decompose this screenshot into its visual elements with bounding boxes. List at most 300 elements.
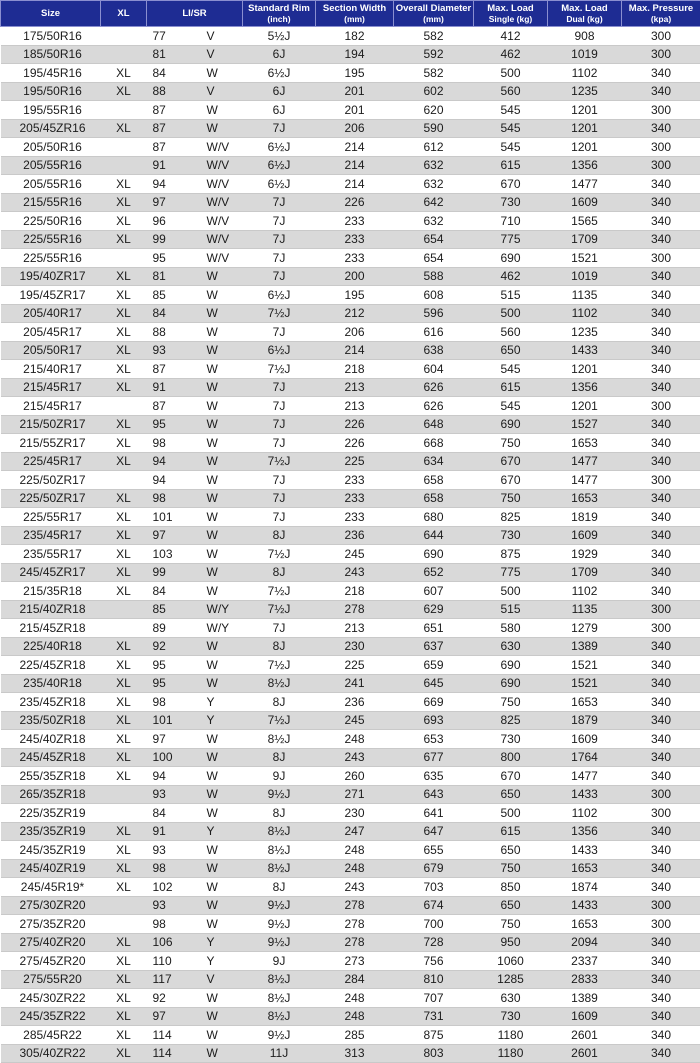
pressure-cell: 300: [622, 896, 700, 915]
table-row: [1, 526, 700, 545]
load-dual-cell: 1201: [548, 138, 622, 157]
rim-cell: 9½J: [243, 933, 316, 952]
section-width-cell: 248: [316, 730, 394, 749]
load-index-cell: 99: [147, 563, 199, 582]
overall-diameter-cell: 608: [394, 286, 474, 305]
rim-cell: 8J: [243, 693, 316, 712]
overall-diameter-cell: 668: [394, 434, 474, 453]
pressure-cell: 340: [622, 175, 700, 194]
xl-cell: XL: [101, 360, 147, 379]
load-index-cell: 114: [147, 1044, 199, 1063]
overall-diameter-cell: 641: [394, 804, 474, 823]
overall-diameter-cell: 651: [394, 619, 474, 638]
load-dual-cell: 1609: [548, 730, 622, 749]
table-row: [1, 193, 700, 212]
rim-cell: 9J: [243, 767, 316, 786]
pressure-cell: 340: [622, 64, 700, 83]
xl-cell: XL: [101, 674, 147, 693]
table-row: [1, 822, 700, 841]
header-li-sr: LI/SR: [147, 1, 243, 27]
speed-rating-cell: W: [199, 989, 243, 1008]
size-cell: 215/45ZR18: [1, 619, 101, 638]
pressure-cell: 340: [622, 878, 700, 897]
size-cell: 275/45ZR20: [1, 952, 101, 971]
table-row: [1, 304, 700, 323]
xl-cell: XL: [101, 767, 147, 786]
size-cell: 225/50R16: [1, 212, 101, 231]
section-width-cell: 233: [316, 489, 394, 508]
speed-rating-cell: Y: [199, 693, 243, 712]
load-dual-cell: 1477: [548, 471, 622, 490]
speed-rating-cell: W/Y: [199, 600, 243, 619]
load-index-cell: 95: [147, 415, 199, 434]
load-dual-cell: 1389: [548, 637, 622, 656]
speed-rating-cell: W: [199, 119, 243, 138]
header-row: [1, 1, 700, 27]
xl-cell: [101, 138, 147, 157]
rim-cell: 9½J: [243, 915, 316, 934]
section-width-cell: 225: [316, 656, 394, 675]
table-row: [1, 378, 700, 397]
load-dual-cell: 1521: [548, 249, 622, 268]
xl-cell: [101, 915, 147, 934]
speed-rating-cell: Y: [199, 711, 243, 730]
load-single-cell: 545: [474, 360, 548, 379]
rim-cell: 7J: [243, 378, 316, 397]
load-single-cell: 670: [474, 471, 548, 490]
pressure-cell: 340: [622, 748, 700, 767]
table-row: [1, 896, 700, 915]
xl-cell: [101, 101, 147, 120]
pressure-cell: 340: [622, 286, 700, 305]
speed-rating-cell: W/V: [199, 212, 243, 231]
load-single-cell: 825: [474, 711, 548, 730]
table-row: [1, 415, 700, 434]
speed-rating-cell: W: [199, 656, 243, 675]
overall-diameter-cell: 654: [394, 249, 474, 268]
load-index-cell: 92: [147, 637, 199, 656]
load-single-cell: 515: [474, 286, 548, 305]
load-single-cell: 560: [474, 323, 548, 342]
table-row: [1, 323, 700, 342]
load-index-cell: 97: [147, 193, 199, 212]
pressure-cell: 340: [622, 970, 700, 989]
rim-cell: 7J: [243, 415, 316, 434]
load-single-cell: 615: [474, 156, 548, 175]
table-row: [1, 545, 700, 564]
section-width-cell: 213: [316, 397, 394, 416]
rim-cell: 7½J: [243, 656, 316, 675]
pressure-cell: 340: [622, 637, 700, 656]
size-cell: 245/30ZR22: [1, 989, 101, 1008]
xl-cell: XL: [101, 415, 147, 434]
section-width-cell: 285: [316, 1026, 394, 1045]
load-dual-cell: 1653: [548, 915, 622, 934]
table-row: [1, 748, 700, 767]
pressure-cell: 340: [622, 304, 700, 323]
section-width-cell: 230: [316, 637, 394, 656]
rim-cell: 6J: [243, 45, 316, 64]
table-row: [1, 730, 700, 749]
load-dual-cell: 1609: [548, 193, 622, 212]
overall-diameter-cell: 703: [394, 878, 474, 897]
rim-cell: 8½J: [243, 859, 316, 878]
section-width-cell: 218: [316, 360, 394, 379]
load-dual-cell: 1477: [548, 767, 622, 786]
rim-cell: 6½J: [243, 156, 316, 175]
section-width-cell: 200: [316, 267, 394, 286]
table-row: [1, 711, 700, 730]
load-index-cell: 91: [147, 822, 199, 841]
rim-cell: 8½J: [243, 970, 316, 989]
size-cell: 215/35R18: [1, 582, 101, 601]
load-index-cell: 93: [147, 341, 199, 360]
speed-rating-cell: Y: [199, 933, 243, 952]
load-dual-cell: 1819: [548, 508, 622, 527]
xl-cell: XL: [101, 452, 147, 471]
speed-rating-cell: W: [199, 64, 243, 83]
load-dual-cell: 2601: [548, 1026, 622, 1045]
section-width-cell: 195: [316, 286, 394, 305]
xl-cell: XL: [101, 711, 147, 730]
pressure-cell: 340: [622, 434, 700, 453]
load-single-cell: 630: [474, 637, 548, 656]
section-width-cell: 271: [316, 785, 394, 804]
xl-cell: [101, 249, 147, 268]
table-row: [1, 489, 700, 508]
load-index-cell: 98: [147, 693, 199, 712]
xl-cell: XL: [101, 859, 147, 878]
speed-rating-cell: W: [199, 915, 243, 934]
xl-cell: XL: [101, 489, 147, 508]
section-width-cell: 213: [316, 378, 394, 397]
load-single-cell: 545: [474, 119, 548, 138]
pressure-cell: 340: [622, 230, 700, 249]
size-cell: 275/55R20: [1, 970, 101, 989]
xl-cell: XL: [101, 175, 147, 194]
size-cell: 245/40ZR18: [1, 730, 101, 749]
load-index-cell: 88: [147, 323, 199, 342]
load-index-cell: 93: [147, 785, 199, 804]
size-cell: 285/45R22: [1, 1026, 101, 1045]
section-width-cell: 243: [316, 748, 394, 767]
pressure-cell: 340: [622, 452, 700, 471]
load-dual-cell: 1653: [548, 434, 622, 453]
overall-diameter-cell: 616: [394, 323, 474, 342]
speed-rating-cell: W: [199, 767, 243, 786]
load-dual-cell: 1102: [548, 64, 622, 83]
load-index-cell: 81: [147, 267, 199, 286]
load-single-cell: 800: [474, 748, 548, 767]
section-width-cell: 245: [316, 711, 394, 730]
overall-diameter-cell: 674: [394, 896, 474, 915]
load-single-cell: 730: [474, 730, 548, 749]
pressure-cell: 300: [622, 249, 700, 268]
rim-cell: 8J: [243, 804, 316, 823]
speed-rating-cell: W: [199, 267, 243, 286]
load-index-cell: 95: [147, 249, 199, 268]
pressure-cell: 340: [622, 212, 700, 231]
table-row: [1, 471, 700, 490]
load-dual-cell: 2094: [548, 933, 622, 952]
rim-cell: 8½J: [243, 674, 316, 693]
header-xl: XL: [101, 1, 147, 27]
table-row: [1, 878, 700, 897]
section-width-cell: 233: [316, 508, 394, 527]
size-cell: 215/55ZR17: [1, 434, 101, 453]
section-width-cell: 278: [316, 896, 394, 915]
load-index-cell: 96: [147, 212, 199, 231]
size-cell: 225/55R17: [1, 508, 101, 527]
load-single-cell: 615: [474, 822, 548, 841]
load-index-cell: 89: [147, 619, 199, 638]
load-dual-cell: 1201: [548, 101, 622, 120]
rim-cell: 7½J: [243, 452, 316, 471]
load-index-cell: 84: [147, 64, 199, 83]
size-cell: 195/45ZR17: [1, 286, 101, 305]
load-index-cell: 106: [147, 933, 199, 952]
speed-rating-cell: W/V: [199, 156, 243, 175]
pressure-cell: 300: [622, 101, 700, 120]
load-single-cell: 1180: [474, 1044, 548, 1063]
table-row: [1, 452, 700, 471]
speed-rating-cell: W: [199, 397, 243, 416]
xl-cell: XL: [101, 212, 147, 231]
section-width-cell: 233: [316, 212, 394, 231]
size-cell: 205/50R16: [1, 138, 101, 157]
load-single-cell: 615: [474, 378, 548, 397]
load-dual-cell: 1201: [548, 397, 622, 416]
load-dual-cell: 908: [548, 27, 622, 46]
pressure-cell: 340: [622, 933, 700, 952]
load-index-cell: 87: [147, 101, 199, 120]
overall-diameter-cell: 693: [394, 711, 474, 730]
rim-cell: 7J: [243, 471, 316, 490]
size-cell: 195/45R16: [1, 64, 101, 83]
pressure-cell: 300: [622, 138, 700, 157]
load-single-cell: 750: [474, 489, 548, 508]
load-index-cell: 87: [147, 397, 199, 416]
pressure-cell: 300: [622, 804, 700, 823]
section-width-cell: 226: [316, 415, 394, 434]
size-cell: 175/50R16: [1, 27, 101, 46]
load-dual-cell: 1709: [548, 563, 622, 582]
xl-cell: XL: [101, 989, 147, 1008]
overall-diameter-cell: 756: [394, 952, 474, 971]
xl-cell: XL: [101, 1044, 147, 1063]
rim-cell: 9J: [243, 952, 316, 971]
pressure-cell: 340: [622, 193, 700, 212]
overall-diameter-cell: 658: [394, 489, 474, 508]
load-dual-cell: 1389: [548, 989, 622, 1008]
load-single-cell: 690: [474, 656, 548, 675]
pressure-cell: 340: [622, 711, 700, 730]
table-row: [1, 64, 700, 83]
overall-diameter-cell: 632: [394, 156, 474, 175]
overall-diameter-cell: 582: [394, 27, 474, 46]
overall-diameter-cell: 645: [394, 674, 474, 693]
size-cell: 195/55R16: [1, 101, 101, 120]
table-row: [1, 1044, 700, 1063]
section-width-cell: 278: [316, 600, 394, 619]
load-index-cell: 91: [147, 378, 199, 397]
section-width-cell: 226: [316, 434, 394, 453]
load-index-cell: 87: [147, 119, 199, 138]
section-width-cell: 284: [316, 970, 394, 989]
load-index-cell: 103: [147, 545, 199, 564]
xl-cell: XL: [101, 286, 147, 305]
load-index-cell: 81: [147, 45, 199, 64]
table-row: [1, 693, 700, 712]
rim-cell: 7J: [243, 212, 316, 231]
xl-cell: [101, 896, 147, 915]
xl-cell: [101, 45, 147, 64]
size-cell: 255/35ZR18: [1, 767, 101, 786]
table-row: [1, 1007, 700, 1026]
rim-cell: 8J: [243, 878, 316, 897]
load-dual-cell: 1102: [548, 804, 622, 823]
pressure-cell: 300: [622, 156, 700, 175]
size-cell: 235/45R17: [1, 526, 101, 545]
overall-diameter-cell: 647: [394, 822, 474, 841]
load-dual-cell: 1653: [548, 693, 622, 712]
load-dual-cell: 1477: [548, 452, 622, 471]
load-single-cell: 580: [474, 619, 548, 638]
size-cell: 215/45R17: [1, 397, 101, 416]
size-cell: 235/55R17: [1, 545, 101, 564]
section-width-cell: 313: [316, 1044, 394, 1063]
overall-diameter-cell: 679: [394, 859, 474, 878]
overall-diameter-cell: 658: [394, 471, 474, 490]
section-width-cell: 214: [316, 138, 394, 157]
overall-diameter-cell: 728: [394, 933, 474, 952]
table-row: [1, 785, 700, 804]
size-cell: 215/55R16: [1, 193, 101, 212]
table-row: [1, 267, 700, 286]
load-single-cell: 750: [474, 693, 548, 712]
rim-cell: 8½J: [243, 822, 316, 841]
table-row: [1, 341, 700, 360]
section-width-cell: 195: [316, 64, 394, 83]
rim-cell: 8J: [243, 563, 316, 582]
table-row: [1, 101, 700, 120]
size-cell: 275/30ZR20: [1, 896, 101, 915]
overall-diameter-cell: 626: [394, 397, 474, 416]
pressure-cell: 340: [622, 341, 700, 360]
section-width-cell: 214: [316, 341, 394, 360]
load-dual-cell: 1135: [548, 286, 622, 305]
pressure-cell: 340: [622, 323, 700, 342]
rim-cell: 7J: [243, 249, 316, 268]
load-index-cell: 117: [147, 970, 199, 989]
speed-rating-cell: W: [199, 563, 243, 582]
rim-cell: 6½J: [243, 341, 316, 360]
overall-diameter-cell: 590: [394, 119, 474, 138]
load-index-cell: 110: [147, 952, 199, 971]
header-size: Size: [1, 1, 101, 27]
table-row: [1, 600, 700, 619]
overall-diameter-cell: 643: [394, 785, 474, 804]
rim-cell: 7½J: [243, 600, 316, 619]
xl-cell: XL: [101, 267, 147, 286]
load-single-cell: 850: [474, 878, 548, 897]
pressure-cell: 340: [622, 1026, 700, 1045]
header-max-load-single: Max. Load Single (kg): [474, 1, 548, 27]
xl-cell: XL: [101, 341, 147, 360]
rim-cell: 7½J: [243, 304, 316, 323]
pressure-cell: 340: [622, 378, 700, 397]
load-single-cell: 1285: [474, 970, 548, 989]
size-cell: 265/35ZR18: [1, 785, 101, 804]
overall-diameter-cell: 731: [394, 1007, 474, 1026]
load-single-cell: 690: [474, 249, 548, 268]
pressure-cell: 340: [622, 952, 700, 971]
load-index-cell: 94: [147, 767, 199, 786]
section-width-cell: 260: [316, 767, 394, 786]
load-dual-cell: 1235: [548, 323, 622, 342]
rim-cell: 7½J: [243, 545, 316, 564]
size-cell: 245/45ZR17: [1, 563, 101, 582]
pressure-cell: 340: [622, 119, 700, 138]
speed-rating-cell: W/Y: [199, 619, 243, 638]
overall-diameter-cell: 592: [394, 45, 474, 64]
rim-cell: 5½J: [243, 27, 316, 46]
load-single-cell: 650: [474, 841, 548, 860]
load-index-cell: 87: [147, 360, 199, 379]
section-width-cell: 206: [316, 119, 394, 138]
load-single-cell: 950: [474, 933, 548, 952]
table-header: [1, 1, 700, 27]
size-cell: 205/55R16: [1, 156, 101, 175]
size-cell: 235/50ZR18: [1, 711, 101, 730]
rim-cell: 7J: [243, 267, 316, 286]
size-cell: 225/35ZR19: [1, 804, 101, 823]
xl-cell: XL: [101, 193, 147, 212]
pressure-cell: 300: [622, 785, 700, 804]
load-dual-cell: 1019: [548, 45, 622, 64]
pressure-cell: 340: [622, 1044, 700, 1063]
speed-rating-cell: W: [199, 878, 243, 897]
section-width-cell: 214: [316, 156, 394, 175]
load-index-cell: 99: [147, 230, 199, 249]
overall-diameter-cell: 602: [394, 82, 474, 101]
load-index-cell: 101: [147, 711, 199, 730]
size-cell: 245/45R19*: [1, 878, 101, 897]
size-cell: 195/40ZR17: [1, 267, 101, 286]
load-single-cell: 412: [474, 27, 548, 46]
overall-diameter-cell: 810: [394, 970, 474, 989]
load-single-cell: 690: [474, 674, 548, 693]
load-index-cell: 94: [147, 452, 199, 471]
speed-rating-cell: W: [199, 489, 243, 508]
table-row: [1, 27, 700, 46]
size-cell: 235/45ZR18: [1, 693, 101, 712]
section-width-cell: 206: [316, 323, 394, 342]
load-single-cell: 670: [474, 452, 548, 471]
load-single-cell: 730: [474, 526, 548, 545]
load-single-cell: 650: [474, 785, 548, 804]
overall-diameter-cell: 620: [394, 101, 474, 120]
section-width-cell: 241: [316, 674, 394, 693]
load-index-cell: 97: [147, 1007, 199, 1026]
pressure-cell: 340: [622, 693, 700, 712]
rim-cell: 6J: [243, 101, 316, 120]
overall-diameter-cell: 596: [394, 304, 474, 323]
load-index-cell: 98: [147, 434, 199, 453]
table-row: [1, 82, 700, 101]
overall-diameter-cell: 637: [394, 637, 474, 656]
xl-cell: XL: [101, 526, 147, 545]
